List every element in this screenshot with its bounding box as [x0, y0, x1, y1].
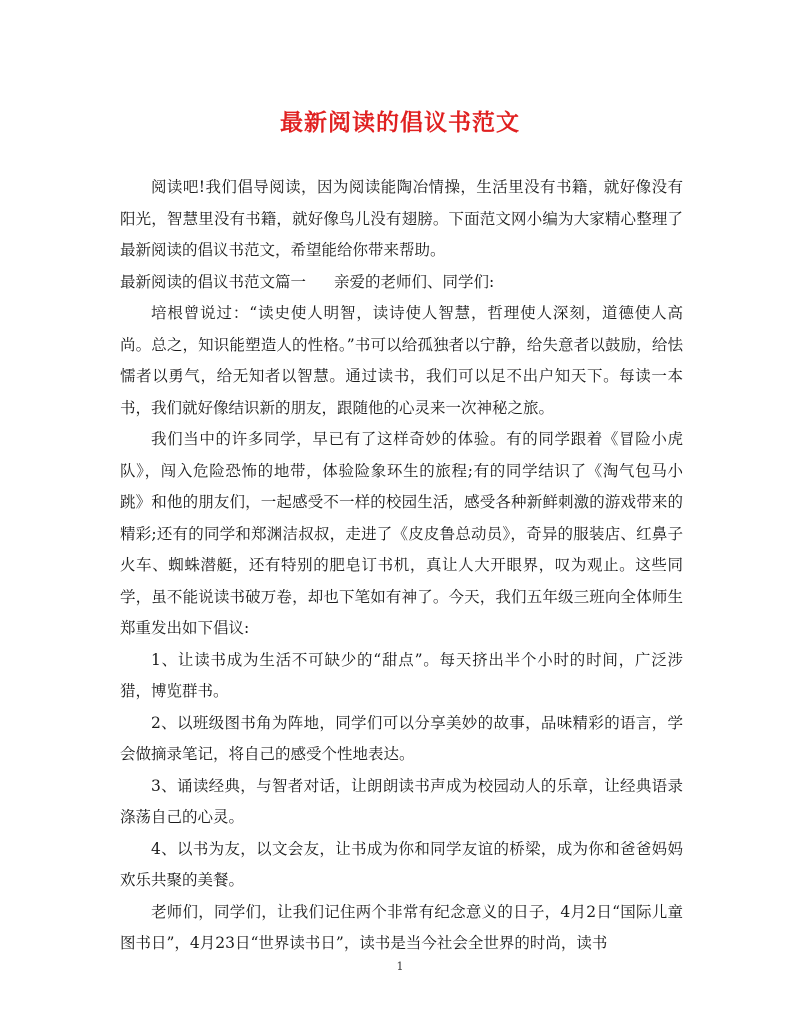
section-heading-line [120, 267, 683, 299]
proposal-item: 2、以班级图书角为阵地，同学们可以分享美妙的故事，品味精彩的语言，学会做摘录笔记，将自己的感受个性地表达。 [120, 713, 683, 763]
page-number: 1 [396, 960, 404, 973]
salutation: 亲爱的老师们、同学们: [334, 272, 495, 291]
proposal-item: 3、诵读经典，与智者对话，让朗朗读书声成为校园动人的乐章，让经典语录涤荡自己的心灵。 [120, 776, 683, 826]
proposal-item: 1、让读书成为生活不可缺少的“甜点”。每天挤出半个小时的时间，广泛涉猎，博览群书。 [120, 650, 683, 700]
document-body [120, 172, 683, 960]
document-title: 最新阅读的倡议书范文 [280, 109, 520, 136]
section-heading: 最新阅读的倡议书范文篇一 [120, 272, 307, 291]
proposal-item: 4、以书为友，以文会友，让书成为你和同学友谊的桥梁，成为你和爸爸妈妈欢乐共聚的美餐。 [120, 839, 683, 889]
body-paragraph: 老师们，同学们，让我们记住两个非常有纪念意义的日子，4月2日“国际儿童图书日”，4月23日“世界读书日”，读书是当今社会全世界的时尚，读书 [120, 902, 683, 952]
body-paragraph: 培根曾说过：“读史使人明智，读诗使人智慧，哲理使人深刻，道德使人高尚。总之，知识能塑造人的性格。”书可以给孤独者以宁静，给失意者以鼓励，给怯懦者以勇气，给无知者以智慧。通过读书，我们可以足不出户知天下。每读一本书，我们就好像结识新的朋友，跟随他的心灵来一次神秘之旅。 [120, 304, 683, 417]
body-paragraph: 我们当中的许多同学，早已有了这样奇妙的体验。有的同学跟着《冒险小虎队》，闯入危险恐怖的地带，体验险象环生的旅程;有的同学结识了《淘气包马小跳》和他的朋友们，一起感受不一样的校园生活，感受各种新鲜刺激的游戏带来的精彩;还有的同学和郑渊洁叔叔，走进了《皮皮鲁总动员》，奇异的服装店、红鼻子火车、蜘蛛潜艇，还有特别的肥皂订书机，真让人大开眼界，叹为观止。这些同学，虽不能说读书破万卷，却也下笔如有神了。今天，我们五年级三班向全体师生郑重发出如下倡议: [120, 430, 683, 637]
intro-paragraph: 阅读吧!我们倡导阅读，因为阅读能陶冶情操，生活里没有书籍，就好像没有阳光，智慧里没有书籍，就好像鸟儿没有翅膀。下面范文网小编为大家精心整理了最新阅读的倡议书范文，希望能给你带来帮助。 [120, 178, 683, 259]
